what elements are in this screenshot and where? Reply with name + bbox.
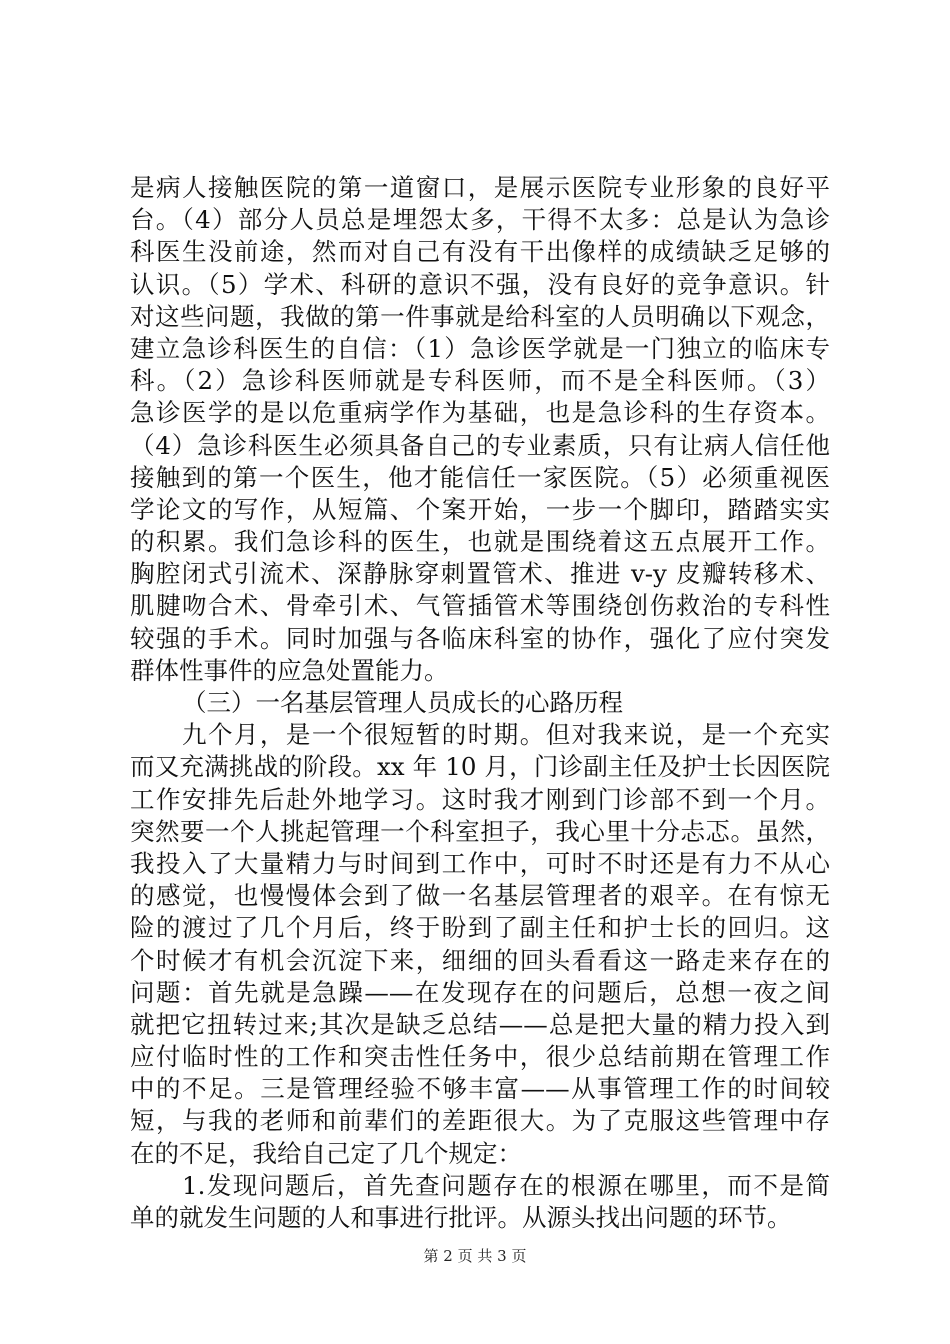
document-body (130, 172, 830, 1234)
text-line: 在的不足，我给自己定了几个规定： (130, 1138, 522, 1168)
text-line: 短，与我的老师和前辈们的差距很大。为了克服这些管理中存 (130, 1106, 830, 1136)
text-line: 的感觉，也慢慢体会到了做一名基层管理者的艰辛。在有惊无 (130, 881, 830, 911)
text-line: 而又充满挑战的阶段。xx 年 10 月，门诊副主任及护士长因医院 (130, 752, 830, 782)
text-line: 险的渡过了几个月后，终于盼到了副主任和护士长的回归。这 (130, 913, 830, 943)
text-line: 个时候才有机会沉淀下来，细细的回头看看这一路走来存在的 (130, 945, 830, 975)
text-line: 问题：首先就是急躁——在发现存在的问题后，总想一夜之间 (130, 977, 830, 1007)
text-line: 胸腔闭式引流术、深静脉穿刺置管术、推进 v-y 皮瓣转移术、 (130, 559, 830, 589)
text-line: 的积累。我们急诊科的医生，也就是围绕着这五点展开工作。 (130, 527, 830, 557)
text-line: 中的不足。三是管理经验不够丰富——从事管理工作的时间较 (130, 1074, 830, 1104)
text-line: 工作安排先后赴外地学习。这时我才刚到门诊部不到一个月。 (130, 784, 830, 814)
text-line: 认识。（5）学术、科研的意识不强，没有良好的竞争意识。针 (130, 269, 830, 299)
text-line: 应付临时性的工作和突击性任务中，很少总结前期在管理工作 (130, 1042, 830, 1072)
text-line: 群体性事件的应急处置能力。 (130, 655, 449, 685)
text-line: （4）急诊科医生必须具备自己的专业素质，只有让病人信任他 (130, 430, 830, 460)
text-line: 1.发现问题后，首先查问题存在的根源在哪里，而不是简 (182, 1170, 830, 1200)
text-line: 台。（4）部分人员总是埋怨太多，干得不太多：总是认为急诊 (130, 205, 830, 235)
text-line: 科医生没前途，然而对自己有没有干出像样的成绩缺乏足够的 (130, 237, 830, 267)
text-line: 我投入了大量精力与时间到工作中，可时不时还是有力不从心 (130, 848, 830, 878)
text-line: 接触到的第一个医生，他才能信任一家医院。（5）必须重视医 (130, 462, 830, 492)
page-footer: 第 2 页 共 3 页 (423, 1247, 527, 1265)
text-line: 单的就发生问题的人和事进行批评。从源头找出问题的环节。 (130, 1203, 792, 1232)
text-line: 九个月，是一个很短暂的时期。但对我来说，是一个充实 (182, 720, 830, 750)
text-line: 学论文的写作，从短篇、个案开始，一步一个脚印，踏踏实实 (130, 494, 830, 524)
text-line: 建立急诊科医生的自信：（1）急诊医学就是一门独立的临床专 (130, 333, 830, 363)
text-line: （三）一名基层管理人员成长的心路历程 (182, 688, 623, 717)
text-line: 较强的手术。同时加强与各临床科室的协作，强化了应付突发 (130, 623, 830, 653)
text-line: 科。（2）急诊科医师就是专科医师，而不是全科医师。（3） (130, 366, 830, 396)
text-line: 肌腱吻合术、骨牵引术、气管插管术等围绕创伤救治的专科性 (130, 591, 830, 621)
text-line: 突然要一个人挑起管理一个科室担子，我心里十分忐忑。虽然， (130, 816, 830, 846)
text-line: 是病人接触医院的第一道窗口，是展示医院专业形象的良好平 (130, 173, 830, 202)
text-line: 急诊医学的是以危重病学作为基础，也是急诊科的生存资本。 (130, 398, 830, 428)
text-line: 对这些问题，我做的第一件事就是给科室的人员明确以下观念， (130, 301, 830, 331)
text-line: 就把它扭转过来;其次是缺乏总结——总是把大量的精力投入到 (130, 1009, 830, 1039)
